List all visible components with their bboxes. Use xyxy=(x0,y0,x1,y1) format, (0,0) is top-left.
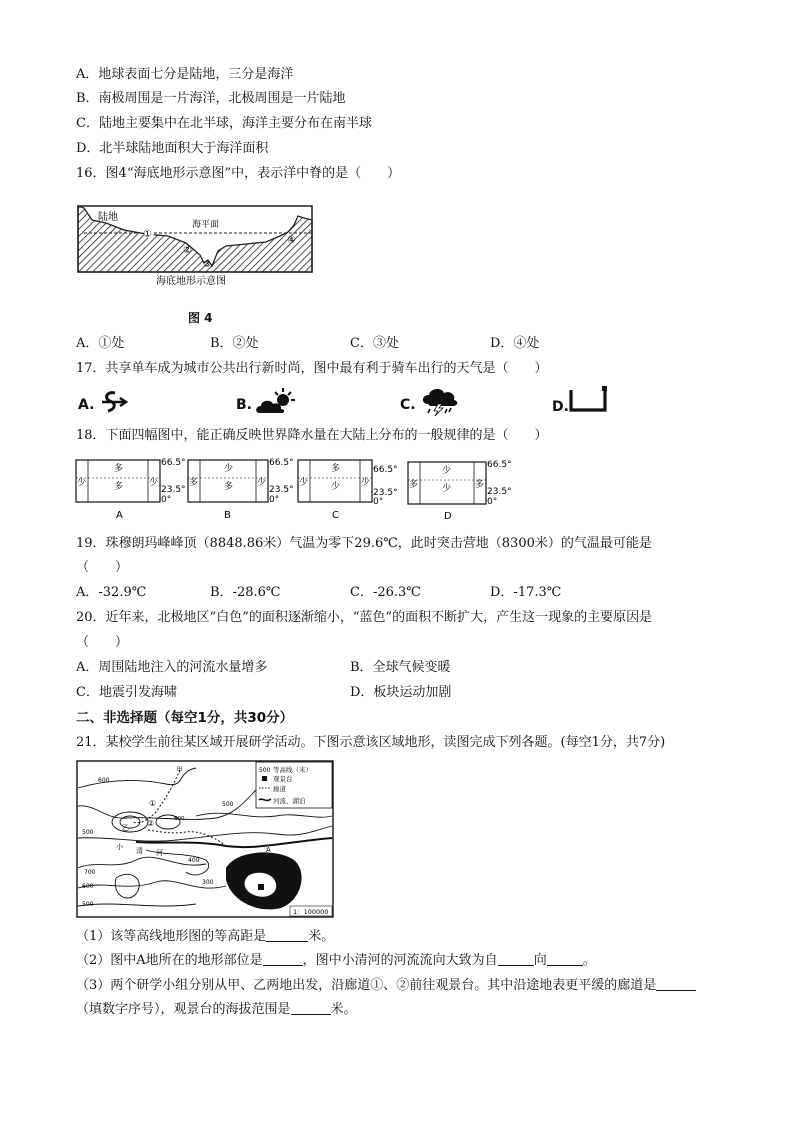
diagram-b-lat-235: 23.5° xyxy=(269,485,294,495)
diagram-a-label: A xyxy=(116,510,123,521)
diagram-a-left: 少 xyxy=(77,478,87,488)
strong-wind-icon xyxy=(568,384,610,414)
q16-option-d: D．④处 xyxy=(490,336,540,351)
q20-option-c: C．地震引发海啸 xyxy=(76,685,177,700)
q19-option-b: B．-28.6℃ xyxy=(210,585,281,600)
thunderstorm-icon xyxy=(420,386,460,416)
label-a: A xyxy=(266,846,271,854)
q15-option-b: B．南极周围是一片海洋，北极周围是一片陆地 xyxy=(76,91,346,106)
marker-3: ③ xyxy=(203,260,212,270)
contour-label-600c: 600 xyxy=(82,883,94,890)
q17-option-b-label: B. xyxy=(236,397,252,413)
q19-option-c: C．-26.3℃ xyxy=(350,585,421,600)
q21-sub2-mid2: 向 xyxy=(533,953,547,968)
diagram-d-mid: 少 xyxy=(442,484,452,494)
q19-option-a: A．-32.9℃ xyxy=(76,585,147,600)
legend-platform: 观景台 xyxy=(273,775,293,783)
q20-option-b: B．全球气候变暖 xyxy=(350,660,451,675)
q15-option-d: D．北半球陆地面积大于海洋面积 xyxy=(76,141,269,156)
legend-corridor: 廊道 xyxy=(273,785,286,793)
q21-sub3-blank-1[interactable] xyxy=(656,977,696,991)
viewing-platform-icon xyxy=(258,884,264,890)
contour-label-500a: 500 xyxy=(222,801,234,808)
diagram-b-label: B xyxy=(224,510,231,521)
label-xiao: 小 xyxy=(116,843,123,851)
q16-option-c: C．③处 xyxy=(350,336,399,351)
diagram-c-label: C xyxy=(332,510,339,521)
label-jia: 甲 xyxy=(176,766,183,774)
diagram-b-top: 少 xyxy=(224,464,234,474)
typhoon-icon xyxy=(98,389,128,415)
diagram-c-top: 多 xyxy=(331,464,341,474)
q19-stem: 19．珠穆朗玛峰峰顶（8848.86米）气温为零下29.6℃，此时突击营地（8300米）的气温最可能是 xyxy=(76,536,652,551)
q20-option-a: A．周围陆地注入的河流水量增多 xyxy=(76,660,268,675)
diagram-b-lat-665: 66.5° xyxy=(269,458,294,468)
label-he: 河 xyxy=(156,849,163,857)
figure-4-caption: 图 4 xyxy=(188,311,213,325)
q21-sub3-line2-text: （填数字序号），观景台的海拔范围是 xyxy=(76,1002,291,1017)
diagram-c-lat-235: 23.5° xyxy=(373,488,398,498)
diagram-b xyxy=(188,458,294,521)
q16-stem: 16．图4“海底地形示意图”中，表示洋中脊的是（ ） xyxy=(76,166,401,181)
diagram-b-lat-0: 0° xyxy=(269,495,280,505)
contour-label-300: 300 xyxy=(202,879,214,886)
q19-paren: （ ） xyxy=(76,560,129,575)
diagram-b-mid: 多 xyxy=(224,482,234,492)
marker-1: ① xyxy=(143,229,152,240)
diagram-c-right: 少 xyxy=(361,478,371,488)
diagram-a-lat-665: 66.5° xyxy=(161,458,186,468)
q16-option-a: A．①处 xyxy=(76,336,125,351)
diagram-c-lat-0: 0° xyxy=(373,497,384,507)
q21-sub1 xyxy=(76,928,334,946)
land-label: 陆地 xyxy=(98,212,118,223)
contour-map xyxy=(76,760,336,920)
q21-sub1-suffix: 米。 xyxy=(308,929,335,944)
seafloor-figure xyxy=(76,196,316,288)
contour-label-700: 700 xyxy=(84,869,96,876)
diagram-a-top: 多 xyxy=(114,464,124,474)
q17-stem: 17．共享单车成为城市公共出行新时尚，图中最有利于骑车出行的天气是（ ） xyxy=(76,361,548,376)
section-2-heading: 二、非选择题（每空1分，共30分） xyxy=(76,710,294,726)
q20-stem: 20．近年来，北极地区“白色”的面积逐渐缩小，“蓝色”的面积不断扩大，产生这一现象的主要原因是 xyxy=(76,610,653,625)
q15-option-a: A．地球表面七分是陆地，三分是海洋 xyxy=(76,67,294,82)
q21-sub1-text: （1）该等高线地形图的等高距是 xyxy=(76,929,267,944)
legend-value: 500 xyxy=(259,767,271,774)
diagram-d xyxy=(408,460,512,522)
marker-2: ② xyxy=(183,245,192,256)
label-yi: 乙 xyxy=(122,824,129,832)
diagram-c-left: 少 xyxy=(299,478,309,488)
map-scale: 1：100000 xyxy=(293,908,329,916)
q21-sub2-blank-3[interactable] xyxy=(547,952,583,966)
q17-option-d-label: D. xyxy=(552,399,569,415)
q17-option-a-label: A. xyxy=(78,397,95,413)
q21-sub3-blank-2[interactable] xyxy=(291,1001,331,1015)
diagram-d-lat-235: 23.5° xyxy=(487,487,512,497)
q19-option-d: D．-17.3℃ xyxy=(490,585,562,600)
contour-label-500b: 500 xyxy=(82,829,94,836)
diagram-c-mid: 少 xyxy=(331,482,341,492)
diagram-a xyxy=(76,458,186,521)
diagram-c xyxy=(298,460,398,521)
q21-sub3-line1 xyxy=(76,977,696,995)
contour-label-600b: 600 xyxy=(174,816,185,822)
diagram-b-left: 多 xyxy=(189,478,199,488)
q21-sub2-mid1: ，图中小清河的河流流向大致为自 xyxy=(302,953,498,968)
diagram-d-label: D xyxy=(444,511,452,522)
q21-sub3-line2 xyxy=(76,1001,357,1019)
precipitation-diagrams xyxy=(70,452,530,524)
q21-sub1-blank[interactable] xyxy=(266,928,308,942)
q20-paren: （ ） xyxy=(76,635,129,650)
legend-contour: 等高线（米） xyxy=(273,766,312,774)
figure-inner-caption: 海底地形示意图 xyxy=(156,276,226,287)
diagram-c-lat-665: 66.5° xyxy=(373,465,398,475)
q21-sub2-blank-1[interactable] xyxy=(263,952,303,966)
q21-sub2-blank-2[interactable] xyxy=(498,952,534,966)
diagram-a-lat-235: 23.5° xyxy=(161,485,186,495)
partly-cloudy-icon xyxy=(255,386,297,416)
q20-option-d: D．板块运动加剧 xyxy=(350,685,452,700)
label-corridor-2: ② xyxy=(147,819,155,828)
q21-sub3-text: （3）两个研学小组分别从甲、乙两地出发，沿廊道①、②前往观景台。其中沿途地表更平缓的廊道是 xyxy=(76,978,657,993)
contour-label-600a: 600 xyxy=(98,777,110,784)
diagram-b-right: 少 xyxy=(257,478,267,488)
contour-label-400: 400 xyxy=(188,857,200,864)
q21-sub2 xyxy=(76,952,596,970)
diagram-a-lat-0: 0° xyxy=(161,495,172,505)
contour-label-500c: 500 xyxy=(82,901,94,908)
marker-4: ④ xyxy=(287,235,296,246)
diagram-d-right: 多 xyxy=(475,480,485,490)
label-qing: 清 xyxy=(136,847,143,855)
q21-stem: 21．某校学生前往某区域开展研学活动。下图示意该区域地形，读图完成下列各题。(每空1分，共7分) xyxy=(76,735,666,750)
diagram-a-right: 少 xyxy=(149,478,159,488)
diagram-d-lat-0: 0° xyxy=(487,497,498,507)
q21-sub3-suffix: 米。 xyxy=(330,1002,357,1017)
label-corridor-1: ① xyxy=(149,799,157,808)
sea-level-label: 海平面 xyxy=(192,220,220,230)
diagram-d-top: 少 xyxy=(442,466,452,476)
legend-river: 河流、湖泊 xyxy=(273,797,306,805)
q16-option-b: B．②处 xyxy=(210,336,259,351)
q18-stem: 18．下面四幅图中，能正确反映世界降水量在大陆上分布的一般规律的是（ ） xyxy=(76,428,548,443)
q21-sub2-text: （2）图中A地所在的地形部位是 xyxy=(76,953,263,968)
diagram-d-lat-665: 66.5° xyxy=(487,460,512,470)
q17-option-c-label: C. xyxy=(400,397,416,413)
viewing-platform-legend-icon xyxy=(262,776,267,781)
q21-sub2-suffix: 。 xyxy=(582,953,596,968)
diagram-d-left: 多 xyxy=(409,480,419,490)
diagram-a-mid: 多 xyxy=(114,482,124,492)
q15-option-c: C．陆地主要集中在北半球，海洋主要分布在南半球 xyxy=(76,116,372,131)
